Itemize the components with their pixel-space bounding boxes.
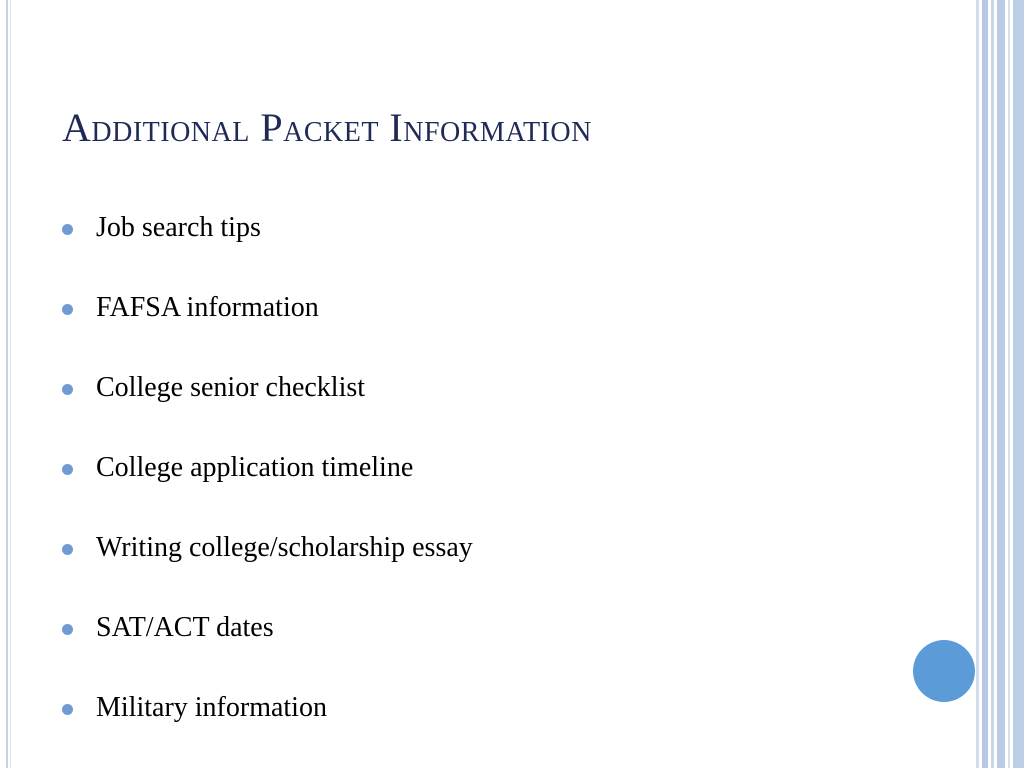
bullet-text: College application timeline (96, 452, 414, 483)
bullet-icon (62, 224, 73, 235)
bullet-text: SAT/ACT dates (96, 612, 274, 643)
list-item (62, 208, 473, 288)
bullet-text: Writing college/scholarship essay (96, 532, 473, 563)
right-border-stripe (976, 0, 979, 768)
bullet-text: FAFSA information (96, 292, 319, 323)
bullet-icon (62, 304, 73, 315)
bullet-icon (62, 704, 73, 715)
left-border-line (6, 0, 8, 768)
decorative-circle (913, 640, 975, 702)
bullet-text: College senior checklist (96, 372, 366, 403)
right-border-stripe (991, 0, 994, 768)
list-item (62, 288, 473, 368)
list-item (62, 448, 473, 528)
right-border-stripe (1013, 0, 1024, 768)
list-item (62, 528, 473, 608)
list-item (62, 368, 473, 448)
right-border-stripe (1008, 0, 1010, 768)
right-border-stripe (997, 0, 1005, 768)
left-border-line (10, 0, 11, 768)
bullet-icon (62, 544, 73, 555)
list-item (62, 688, 473, 768)
bullet-text: Job search tips (96, 212, 261, 243)
bullet-icon (62, 624, 73, 635)
bullet-text: Military information (96, 692, 327, 723)
bullet-icon (62, 464, 73, 475)
right-border-stripe (982, 0, 988, 768)
slide-title: Additional Packet Information (62, 105, 592, 150)
list-item (62, 608, 473, 688)
bullet-icon (62, 384, 73, 395)
bullet-list (62, 208, 473, 768)
